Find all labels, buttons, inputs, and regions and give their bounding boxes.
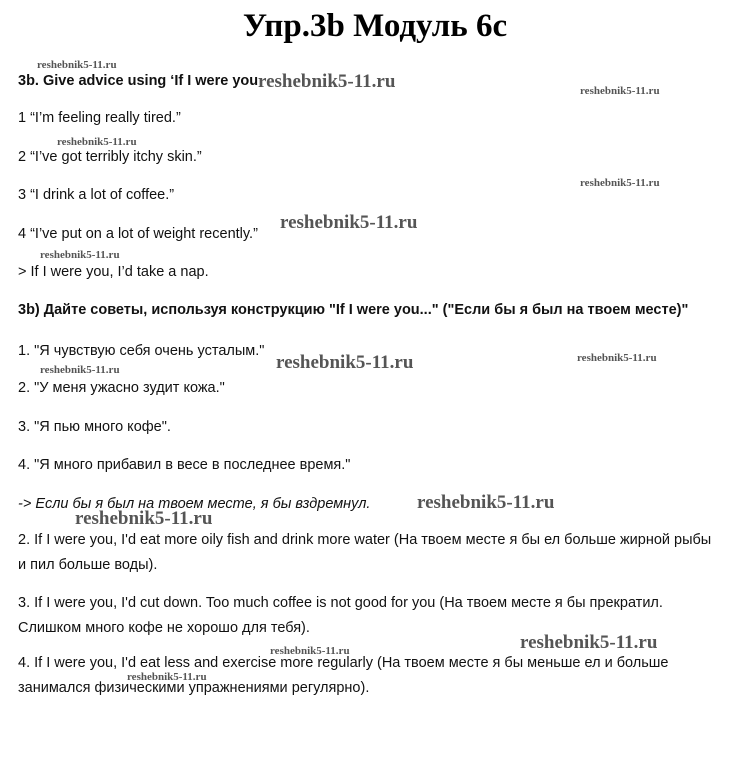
russian-example: -> Если бы я был на твоем месте, я бы вздремнул. <box>18 496 371 512</box>
russian-item-2: 2. "У меня ужасно зудит кожа." <box>18 380 225 396</box>
watermark: reshebnik5-11.ru <box>270 645 350 657</box>
answer-3: 3. If I were you, I'd cut down. Too much coffee is not good for you (На твоем месте я бы прекратил. Слишком много кофе не хорошо для тебя). <box>18 595 663 636</box>
watermark: reshebnik5-11.ru <box>37 59 117 71</box>
watermark: reshebnik5-11.ru <box>580 177 660 189</box>
english-item-2: 2 “I’ve got terribly itchy skin.” <box>18 149 202 165</box>
page-title: Упр.3b Модуль 6c <box>242 8 508 44</box>
watermark: reshebnik5-11.ru <box>417 492 555 513</box>
russian-item-1: 1. "Я чувствую себя очень усталым." <box>18 343 265 359</box>
watermark: reshebnik5-11.ru <box>258 71 396 92</box>
watermark: reshebnik5-11.ru <box>280 212 418 233</box>
watermark: reshebnik5-11.ru <box>57 136 137 148</box>
english-heading: 3b. Give advice using ‘If I were you <box>18 73 259 89</box>
russian-item-4: 4. "Я много прибавил в весе в последнее время." <box>18 457 351 473</box>
answer-4: 4. If I were you, I'd eat less and exercise more regularly (На твоем месте я бы меньше ел и больше занимался физическими упражнениями регулярно). <box>18 655 669 696</box>
watermark: reshebnik5-11.ru <box>40 249 120 261</box>
english-example: > If I were you, I’d take a nap. <box>18 264 209 280</box>
answer-2: 2. If I were you, I'd eat more oily fish and drink more water (На твоем месте я бы ел больше жирной рыбы и пил больше воды). <box>18 532 712 573</box>
russian-heading: 3b) Дайте советы, используя конструкцию "If I were you..." ("Если бы я был на твоем месте)" <box>18 302 689 318</box>
watermark: reshebnik5-11.ru <box>75 508 213 529</box>
watermark: reshebnik5-11.ru <box>127 671 207 683</box>
russian-item-3: 3. "Я пью много кофе". <box>18 419 171 435</box>
watermark: reshebnik5-11.ru <box>520 632 658 653</box>
watermark: reshebnik5-11.ru <box>577 352 657 364</box>
english-item-1: 1 “I’m feeling really tired.” <box>18 110 181 126</box>
watermark: reshebnik5-11.ru <box>276 352 414 373</box>
watermark: reshebnik5-11.ru <box>580 85 660 97</box>
english-item-3: 3 “I drink a lot of coffee.” <box>18 187 175 203</box>
watermark: reshebnik5-11.ru <box>40 364 120 376</box>
english-item-4: 4 “I’ve put on a lot of weight recently.” <box>18 226 258 242</box>
